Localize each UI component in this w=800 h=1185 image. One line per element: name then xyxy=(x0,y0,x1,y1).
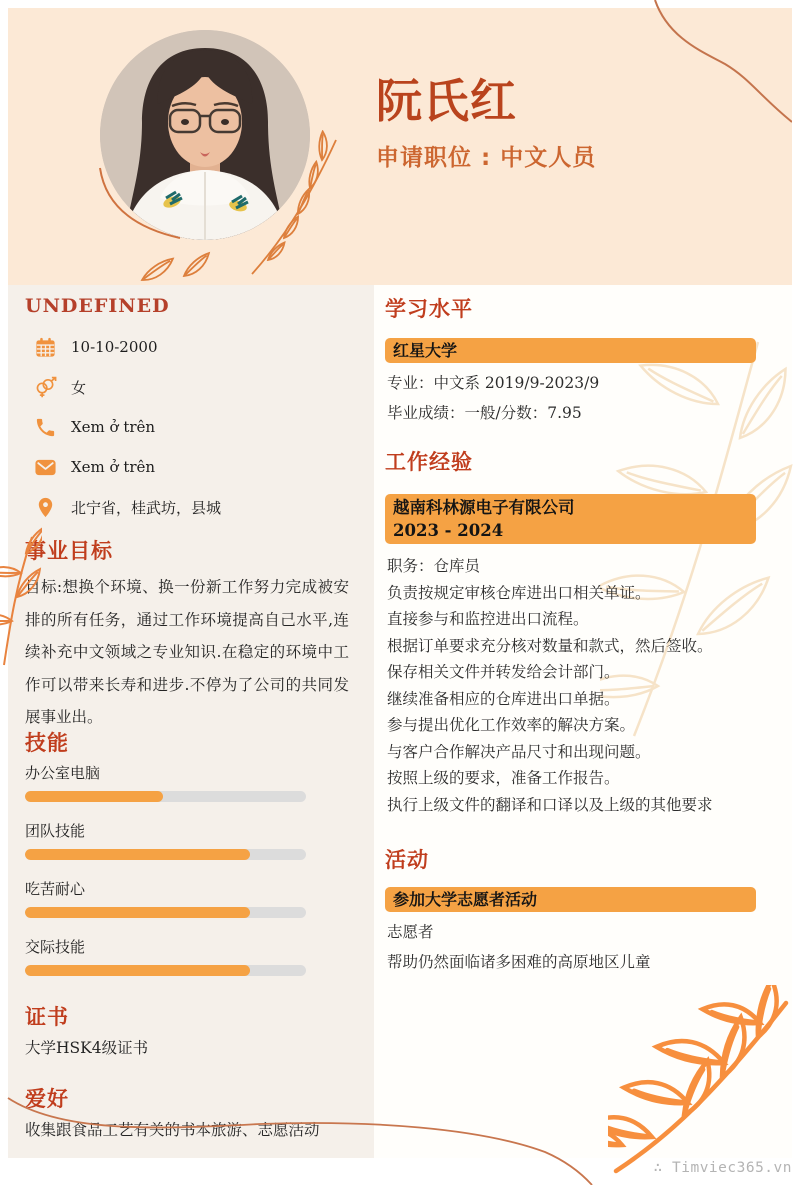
profile-photo-placeholder xyxy=(100,30,310,240)
experience-company-bar xyxy=(385,494,756,544)
site-watermark: ∴ Timviec365.vn xyxy=(653,1160,792,1176)
education-school-bar: 红星大学 xyxy=(385,338,756,363)
applicant-name: 阮氏红 xyxy=(376,74,517,128)
skill-label: 交际技能 xyxy=(25,938,86,956)
skill-progress-fill xyxy=(25,965,250,976)
right-column xyxy=(374,285,792,1158)
skill-progress-track xyxy=(25,965,306,976)
experience-company-name: 越南科林源电子有限公司 xyxy=(393,498,575,517)
personal-info-text: Xem ở trên xyxy=(71,458,156,476)
personal-info-text: 女 xyxy=(71,378,87,397)
education-section-title: 学习水平 xyxy=(385,297,473,321)
skill-item xyxy=(25,821,306,860)
skill-progress-fill xyxy=(25,907,250,918)
personal-info-list xyxy=(34,327,364,527)
experience-duty-line: 负责按规定审核仓库进出口相关单证。 xyxy=(387,583,651,602)
certificates-section-title: 证书 xyxy=(25,1005,69,1029)
header-band xyxy=(8,8,792,285)
personal-info-text: Xem ở trên xyxy=(71,418,156,436)
skill-label: 办公室电脑 xyxy=(25,764,101,782)
email-icon xyxy=(34,456,57,479)
skill-item xyxy=(25,879,306,918)
experience-duty-line: 按照上级的要求，准备工作报告。 xyxy=(387,769,620,787)
experience-period: 2023 - 2024 xyxy=(393,521,504,540)
gender-icon xyxy=(34,376,57,399)
education-grade-line: 毕业成绩：一般/分数：7.95 xyxy=(387,404,582,422)
experience-duty-line: 与客户合作解决产品尺寸和出现问题。 xyxy=(387,742,651,761)
personal-info-text: 10-10-2000 xyxy=(71,338,158,356)
activity-desc-line: 帮助仍然面临诸多困难的高原地区儿童 xyxy=(387,953,651,971)
skill-label: 吃苦耐心 xyxy=(25,880,86,898)
personal-info-item xyxy=(34,407,364,447)
objective-text: 目标:想换个环境、换一份新工作努力完成被安排的所有任务，通过工作环境提高自己水平,连续补充中文领域之专业知识.在稳定的环境中工作可以带来长寿和进步.不停为了公司的共同发展事业出。 xyxy=(25,578,349,726)
activities-section-title: 活动 xyxy=(385,848,429,872)
personal-section-title: UNDEFINED xyxy=(25,295,170,317)
experience-duty-list xyxy=(387,553,789,818)
personal-info-item xyxy=(34,447,364,487)
skills-list xyxy=(25,763,306,995)
experience-duty-line: 参与提出优化工作效率的解决方案。 xyxy=(387,716,636,734)
applied-position: 申请职位 : 中文人员 xyxy=(376,145,597,171)
skill-progress-fill xyxy=(25,849,250,860)
activity-name-bar: 参加大学志愿者活动 xyxy=(385,887,756,912)
profile-photo xyxy=(100,30,310,240)
calendar-icon xyxy=(34,336,57,359)
experience-section-title: 工作经验 xyxy=(385,450,473,474)
experience-duty-line: 保存相关文件并转发给会计部门。 xyxy=(387,663,620,681)
personal-info-item xyxy=(34,487,364,527)
skills-section-title: 技能 xyxy=(25,731,69,755)
hobbies-section-title: 爱好 xyxy=(25,1087,69,1111)
education-major-line: 专业：中文系 2019/9-2023/9 xyxy=(387,374,600,392)
skill-progress-track xyxy=(25,849,306,860)
personal-info-text: 北宁省，桂武坊，县城 xyxy=(71,498,222,517)
decorative-leaf-under-photo xyxy=(136,246,236,288)
left-column xyxy=(8,285,374,1158)
experience-duty-line: 执行上级文件的翻译和口译以及上级的其他要求 xyxy=(387,795,713,814)
location-pin-icon xyxy=(34,496,57,519)
experience-duty-line: 职务：仓库员 xyxy=(387,557,481,575)
decorative-curve-top-right xyxy=(588,0,792,140)
certificate-text: 大学HSK4级证书 xyxy=(25,1039,149,1057)
experience-duty-line: 继续准备相应的仓库进出口单据。 xyxy=(387,689,620,708)
skill-progress-track xyxy=(25,791,306,802)
skill-progress-fill xyxy=(25,791,163,802)
objective-section-title: 事业目标 xyxy=(25,539,113,563)
personal-info-item xyxy=(34,367,364,407)
personal-info-item xyxy=(34,327,364,367)
hobbies-text: 收集跟食品工艺有关的书本旅游、志愿活动 xyxy=(25,1121,320,1139)
skill-item xyxy=(25,763,306,802)
activity-role-line: 志愿者 xyxy=(387,923,434,941)
experience-duty-line: 根据订单要求充分核对数量和款式，然后签收。 xyxy=(387,636,713,655)
experience-duty-line: 直接参与和监控进出口流程。 xyxy=(387,610,589,628)
phone-icon xyxy=(34,416,57,439)
skill-progress-track xyxy=(25,907,306,918)
skill-item xyxy=(25,937,306,976)
skill-label: 团队技能 xyxy=(25,822,86,840)
